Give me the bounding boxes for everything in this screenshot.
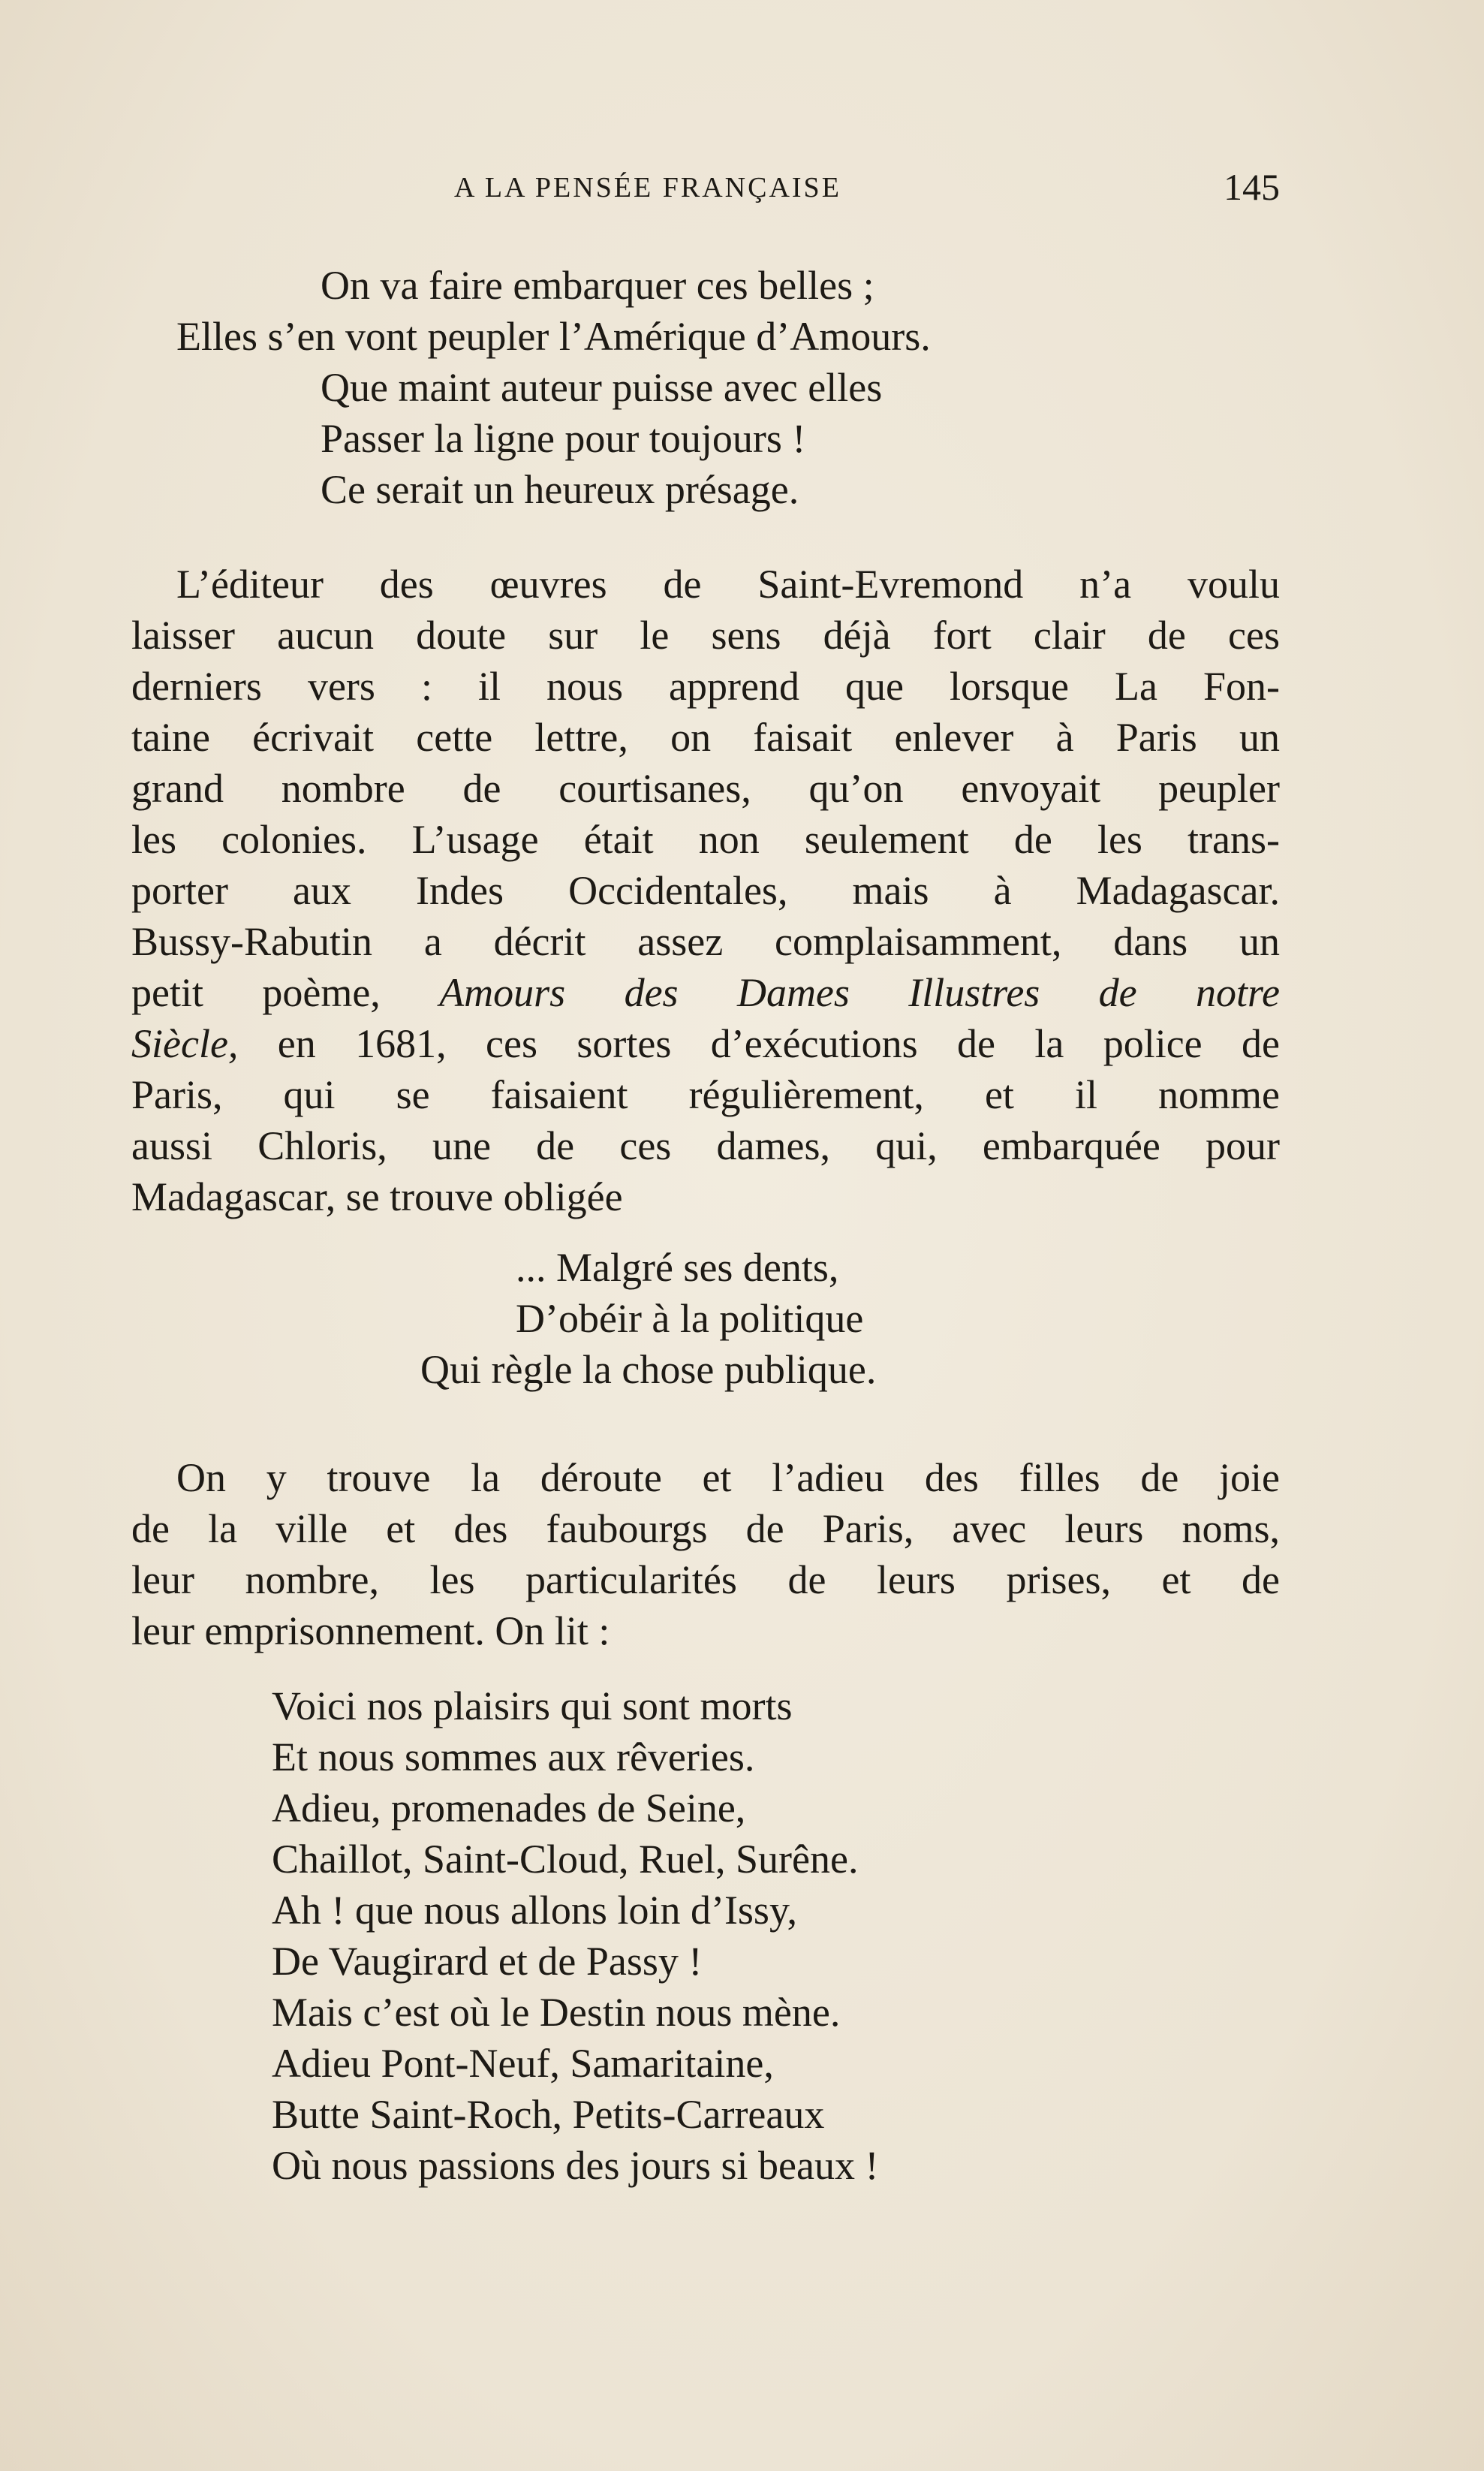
paragraph-line: aussi Chloris, une de ces dames, qui, embarquée pour (131, 1123, 1280, 1168)
paragraph-line: laisser aucun doute sur le sens déjà fort clair de ces (131, 613, 1280, 658)
verse-line: Mais c’est où le Destin nous mène. (272, 1990, 841, 2035)
verse-line: Que maint auteur puisse avec elles (321, 365, 883, 410)
verse-line: Elles s’en vont peupler l’Amérique d’Amours. (176, 314, 931, 359)
verse-line: Ah ! que nous allons loin d’Issy, (272, 1888, 797, 1933)
running-title: A LA PENSÉE FRANÇAISE (454, 172, 841, 203)
paragraph-line: les colonies. L’usage était non seulement de les trans- (131, 817, 1280, 862)
verse-line: Adieu Pont-Neuf, Samaritaine, (272, 2041, 774, 2086)
verse-line: On va faire embarquer ces belles ; (321, 263, 874, 308)
verse-line: D’obéir à la politique (516, 1296, 864, 1341)
line-text: petit poème, (131, 970, 440, 1015)
verse-line: Où nous passions des jours si beaux ! (272, 2143, 879, 2188)
paragraph-line: Paris, qui se faisaient régulièrement, et il nomme (131, 1072, 1280, 1117)
verse-line: Ce serait un heureux présage. (321, 467, 799, 512)
verse-line: Butte Saint-Roch, Petits-Carreaux (272, 2092, 825, 2137)
paragraph-line: de la ville et des faubourgs de Paris, avec leurs noms, (131, 1506, 1280, 1551)
paragraph-line: leur emprisonnement. On lit : (131, 1608, 610, 1653)
verse-line: Passer la ligne pour toujours ! (321, 416, 806, 461)
paragraph-line: porter aux Indes Occidentales, mais à Madagascar. (131, 868, 1280, 913)
verse-line: Qui règle la chose publique. (420, 1347, 877, 1392)
page-header (131, 165, 1280, 218)
verse-line: ... Malgré ses dents, (516, 1245, 839, 1290)
paragraph-line: Madagascar, se trouve obligée (131, 1174, 623, 1219)
paragraph-line: L’éditeur des œuvres de Saint-Evremond n’a voulu (176, 562, 1280, 607)
verse-line: Voici nos plaisirs qui sont morts (272, 1683, 793, 1728)
page-number: 145 (1224, 166, 1280, 208)
verse-line: Et nous sommes aux rêveries. (272, 1734, 755, 1779)
book-title-italic: Siècle, (131, 1021, 239, 1066)
paragraph-line: grand nombre de courtisanes, qu’on envoyait peupler (131, 766, 1280, 811)
paragraph-line: taine écrivait cette lettre, on faisait enlever à Paris un (131, 715, 1280, 760)
line-text: en 1681, ces sortes d’exécutions de la police de (238, 1021, 1280, 1066)
verse-line: De Vaugirard et de Passy ! (272, 1939, 703, 1984)
paragraph-line: leur nombre, les particularités de leurs prises, et de (131, 1557, 1280, 1602)
verse-line: Chaillot, Saint-Cloud, Ruel, Surêne. (272, 1837, 859, 1882)
paragraph-line: Bussy-Rabutin a décrit assez complaisamment, dans un (131, 919, 1280, 964)
paragraph-line: On y trouve la déroute et l’adieu des filles de joie (176, 1455, 1280, 1500)
paragraph-line (131, 967, 1280, 1018)
paragraph-line (131, 1018, 1280, 1069)
verse-line: Adieu, promenades de Seine, (272, 1785, 746, 1831)
paragraph-line: derniers vers : il nous apprend que lorsque La Fon- (131, 664, 1280, 709)
book-title-italic: Amours des Dames Illustres de notre (439, 970, 1281, 1015)
